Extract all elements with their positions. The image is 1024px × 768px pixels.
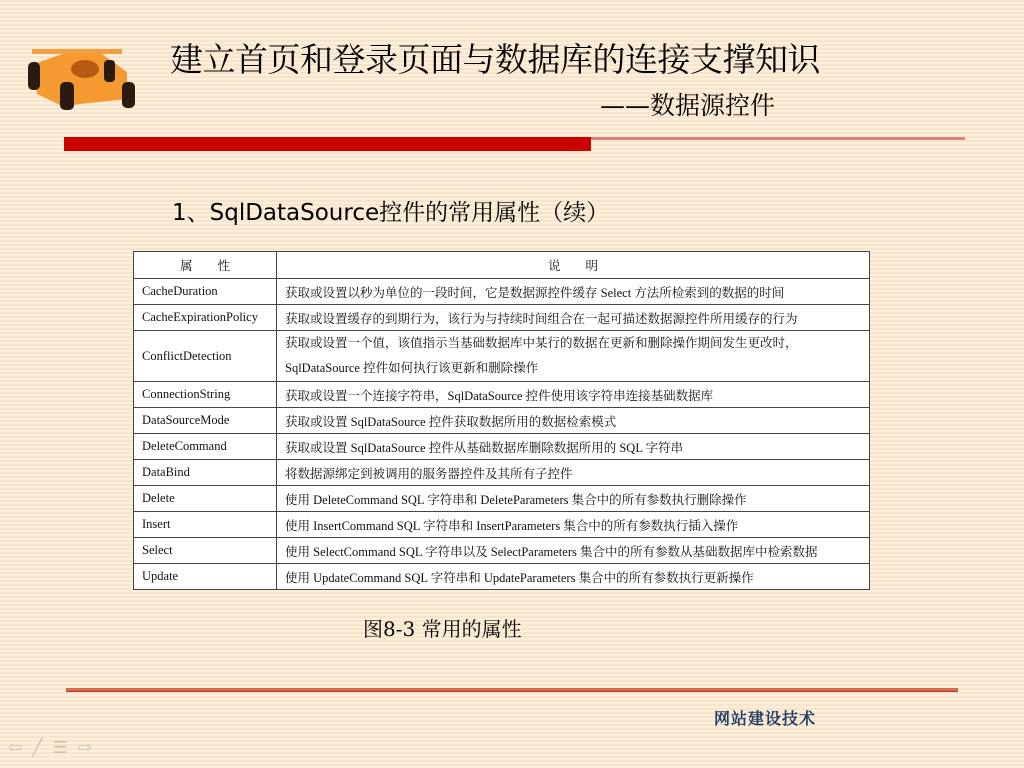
title-divider-bar bbox=[64, 137, 591, 151]
table-row bbox=[134, 460, 870, 486]
header-property: 属 性 bbox=[134, 252, 277, 279]
property-description: 使用 InsertCommand SQL 字符串和 InsertParameters 集合中的所有参数执行插入操作 bbox=[277, 512, 870, 538]
slide-navigation bbox=[8, 738, 92, 758]
property-name: DeleteCommand bbox=[134, 434, 277, 460]
table-row bbox=[134, 331, 870, 382]
footer-divider-shadow bbox=[66, 691, 958, 692]
next-arrow-icon[interactable]: ⇨ bbox=[77, 738, 92, 758]
table-row bbox=[134, 382, 870, 408]
header-description: 说 明 bbox=[277, 252, 870, 279]
property-name: Update bbox=[134, 564, 277, 590]
property-name: DataSourceMode bbox=[134, 408, 277, 434]
footer-course-name: 网站建设技术 bbox=[714, 709, 817, 728]
property-description: 使用 DeleteCommand SQL 字符串和 DeleteParameters 集合中的所有参数执行删除操作 bbox=[277, 486, 870, 512]
property-name: Select bbox=[134, 538, 277, 564]
table-row bbox=[134, 434, 870, 460]
table-row bbox=[134, 538, 870, 564]
table-row bbox=[134, 279, 870, 305]
property-name: DataBind bbox=[134, 460, 277, 486]
slide-subtitle: ——数据源控件 bbox=[600, 91, 776, 120]
property-description: 使用 SelectCommand SQL 字符串以及 SelectParameters 集合中的所有参数从基础数据库中检索数据 bbox=[277, 538, 870, 564]
property-description: 获取或设置以秒为单位的一段时间，它是数据源控件缓存 Select 方法所检索到的数据的时间 bbox=[277, 279, 870, 305]
slide-title: 建立首页和登录页面与数据库的连接支撑知识 bbox=[170, 40, 820, 79]
property-description: 获取或设置 SqlDataSource 控件获取数据所用的数据检索模式 bbox=[277, 408, 870, 434]
title-divider-line bbox=[591, 137, 965, 140]
previous-arrow-icon[interactable]: ⇦ bbox=[8, 738, 23, 758]
table-header-row bbox=[134, 252, 870, 279]
property-name: ConflictDetection bbox=[134, 331, 277, 382]
property-description: 将数据源绑定到被调用的服务器控件及其所有子控件 bbox=[277, 460, 870, 486]
table-row bbox=[134, 564, 870, 590]
table-row bbox=[134, 486, 870, 512]
table-row bbox=[134, 512, 870, 538]
property-description: 使用 UpdateCommand SQL 字符串和 UpdateParameters 集合中的所有参数执行更新操作 bbox=[277, 564, 870, 590]
table-row bbox=[134, 305, 870, 331]
property-description: 获取或设置一个连接字符串，SqlDataSource 控件使用该字符串连接基础数据库 bbox=[277, 382, 870, 408]
property-description: 获取或设置缓存的到期行为，该行为与持续时间组合在一起可描述数据源控件所用缓存的行为 bbox=[277, 305, 870, 331]
property-name: Insert bbox=[134, 512, 277, 538]
menu-icon[interactable]: ☰ bbox=[52, 738, 68, 758]
property-description: 获取或设置 SqlDataSource 控件从基础数据库删除数据所用的 SQL 字符串 bbox=[277, 434, 870, 460]
section-heading: 1、SqlDataSource控件的常用属性（续） bbox=[172, 200, 610, 226]
figure-caption: 图8-3 常用的属性 bbox=[363, 617, 522, 641]
property-name: Delete bbox=[134, 486, 277, 512]
property-description: 获取或设置一个值，该值指示当基础数据库中某行的数据在更新和删除操作期间发生更改时，SqlDataSource 控件如何执行该更新和删除操作 bbox=[277, 331, 870, 382]
pen-icon[interactable]: ╱ bbox=[32, 738, 43, 758]
race-car-logo bbox=[22, 44, 137, 114]
property-name: CacheExpirationPolicy bbox=[134, 305, 277, 331]
table-row bbox=[134, 408, 870, 434]
properties-table bbox=[133, 251, 870, 590]
property-name: CacheDuration bbox=[134, 279, 277, 305]
property-name: ConnectionString bbox=[134, 382, 277, 408]
